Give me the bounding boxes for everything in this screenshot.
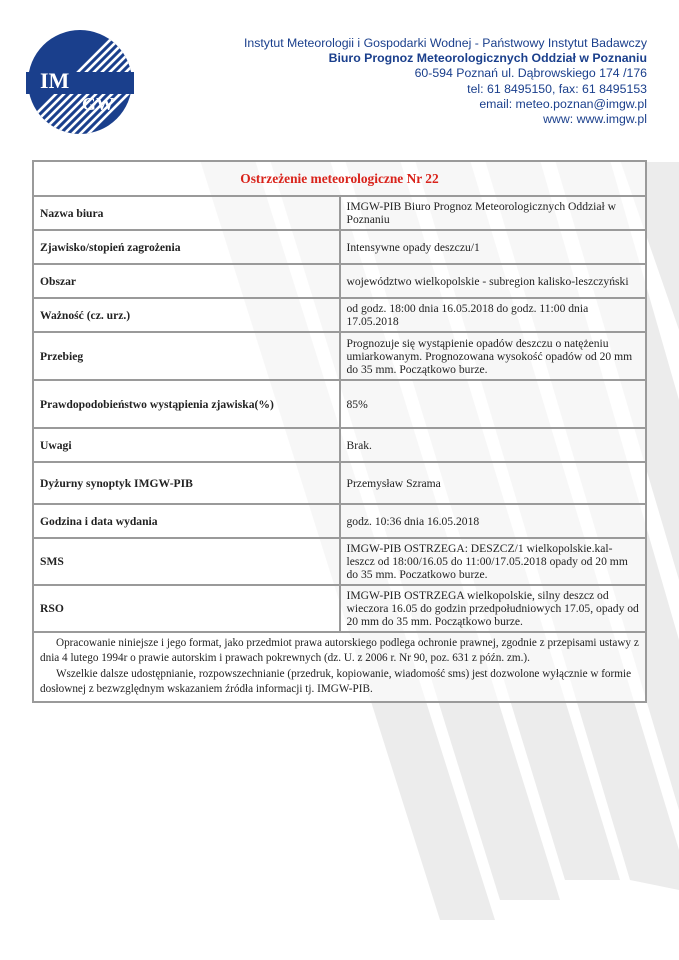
office-name: Biuro Prognoz Meteorologicznych Oddział w Poznaniu: [328, 51, 647, 66]
row-value: od godz. 18:00 dnia 16.05.2018 do godz. 11:00 dnia 17.05.2018: [340, 298, 647, 332]
office-phone: tel: 61 8495150, fax: 61 8495153: [467, 81, 647, 96]
row-label: Godzina i data wydania: [33, 504, 340, 538]
table-row: [33, 298, 646, 332]
copyright-notice: [33, 632, 646, 702]
table-row: [33, 504, 646, 538]
row-label: Przebieg: [33, 332, 340, 380]
table-row: [33, 585, 646, 632]
row-label: Nazwa biura: [33, 196, 340, 230]
row-label: Zjawisko/stopień zagrożenia: [33, 230, 340, 264]
institute-name: Instytut Meteorologii i Gospodarki Wodnej - Państwowy Instytut Badawczy: [243, 36, 647, 50]
row-value: Brak.: [340, 428, 647, 462]
row-value: godz. 10:36 dnia 16.05.2018: [340, 504, 647, 538]
table-row: [33, 428, 646, 462]
row-value: 85%: [340, 380, 647, 428]
row-label: SMS: [33, 538, 340, 585]
warning-table: [32, 160, 647, 703]
logo-text-im: IM: [40, 68, 70, 93]
office-website[interactable]: www: www.imgw.pl: [543, 112, 647, 127]
office-email[interactable]: email: meteo.poznan@imgw.pl: [479, 96, 647, 111]
row-label: Dyżurny synoptyk IMGW-PIB: [33, 462, 340, 504]
table-row: [33, 332, 646, 380]
row-value: województwo wielkopolskie - subregion kalisko-leszczyński: [340, 264, 647, 298]
row-value: IMGW-PIB OSTRZEGA wielkopolskie, silny deszcz od wieczora 16.05 do godzin przedpołudniowych 17.05, opady od 20 mm do 35 mm. Początkowo burze.: [340, 585, 647, 632]
distribution-paragraph: Wszelkie dalsze udostępnianie, rozpowszechnianie (przedruk, kopiowanie, wiadomość sms) jest dozwolone wyłącznie w formie dosłownej z bezwzględnym wskazaniem źródła informacji tj. IMGW-PIB.: [40, 667, 632, 696]
row-label: Uwagi: [33, 428, 340, 462]
row-value: IMGW-PIB OSTRZEGA: DESZCZ/1 wielkopolskie.kal-leszcz od 18:00/16.05 do 11:00/17.05.2018 opady od 20 mm do 35 mm. Poczatkowo burze.: [340, 538, 647, 585]
table-row: [33, 538, 646, 585]
institute-header: [244, 36, 647, 127]
table-row: [33, 196, 646, 230]
row-label: RSO: [33, 585, 340, 632]
copyright-paragraph: Opracowanie niniejsze i jego format, jako przedmiot prawa autorskiego podlega ochronie prawnej, zgodnie z przepisami ustawy z dnia 4 lutego 1994r o prawie autorskim i prawach pokrewnych (dz. U. z 2006 r. Nr 90, poz. 631 z późn. zm.).: [40, 637, 639, 665]
row-label: Ważność (cz. urz.): [33, 298, 340, 332]
imgw-logo: [26, 28, 134, 136]
table-row: [33, 264, 646, 298]
warning-title: Ostrzeżenie meteorologiczne Nr 22: [33, 161, 646, 196]
table-row: [33, 380, 646, 428]
row-value: Intensywne opady deszczu/1: [340, 230, 647, 264]
office-address: 60-594 Poznań ul. Dąbrowskiego 174 /176: [414, 66, 647, 81]
row-label: Prawdopodobieństwo wystąpienia zjawiska(%): [33, 380, 340, 428]
row-label: Obszar: [33, 264, 340, 298]
row-value: Przemysław Szrama: [340, 462, 647, 504]
logo-text-gw: GW: [82, 94, 115, 114]
warning-sheet: [32, 160, 647, 703]
table-row: [33, 462, 646, 504]
row-value: Prognozuje się wystąpienie opadów deszczu o natężeniu umiarkowanym. Prognozowana wysokość opadów od 20 mm do 35 mm. Początkowo burze.: [340, 332, 647, 380]
table-row: [33, 230, 646, 264]
row-value: IMGW-PIB Biuro Prognoz Meteorologicznych Oddział w Poznaniu: [340, 196, 647, 230]
